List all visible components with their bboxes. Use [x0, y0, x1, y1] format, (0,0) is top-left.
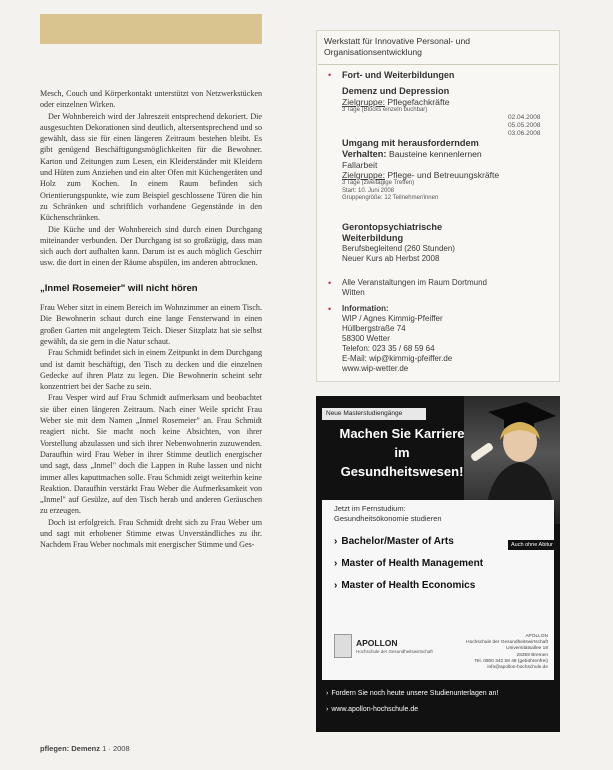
website-link[interactable]: www.wip-wetter.de: [342, 364, 409, 373]
program-item: › Master of Health Economics: [334, 580, 476, 591]
course-gerontopsychiatrie: Gerontopsychiatrische Weiterbildung Berufsbegleitend (260 Stunden) Neuer Kurs ab Herbst 2008: [342, 222, 455, 263]
ad-intro: Jetzt im Fernstudium: Gesundheitsökonomie studieren: [334, 504, 442, 523]
advertisement[interactable]: [316, 396, 560, 732]
arrow-right-icon: ›: [326, 706, 329, 713]
course-demenz-depression: Demenz und Depression Zielgruppe: Pflegefachkräfte 3 Tage (Blocks einzeln buchbar): [342, 86, 450, 113]
arrow-right-icon: ›: [326, 690, 329, 697]
page-footer: [40, 744, 130, 753]
article-paragraph: Der Wohnbereich wird der Jahreszeit entsprechend dekoriert. Die ausgesuchten Dekorationen sind deutlich, altersentsprechend und so gewählt, dass sie für einen längeren Zeitraum bestehen bleibt. Es gibt genügend Beschäftigungsmöglichkeiten für die Bewohner. Karton und Zeitungen zum Lesen, ein Kleiderständer mit Kleidern und Hüten zum Anziehen und ein alter Ofen mit Küchengeräten und Holz zum Kochen. In einem Raum befinden sich Orientierungspunkte, wie zum Beispiel geschlossene Türen die hin zu Schränken und schriftlich vorhandene Gegenstände in den Küchenschränken.: [40, 111, 262, 223]
article-paragraph: Die Küche und der Wohnbereich sind durch einen Durchgang miteinander verbunden. Der Durchgang ist so großzügig, dass man sich auch dort aufhalten kann. Darum ist es auch möglich Geschirr usw. die dort in einen der Räume abspülen, im anderen abtrocknen.: [40, 224, 262, 268]
arrow-right-icon: ›: [334, 536, 338, 547]
info-box-title: Werkstatt für Innovative Personal- und Organisationsentwicklung: [324, 36, 471, 57]
ad-cta-request[interactable]: › Fordern Sie noch heute unsere Studienunterlagen an!: [326, 690, 499, 697]
arrow-right-icon: ›: [334, 580, 338, 591]
magazine-name: pflegen: Demenz: [40, 744, 101, 753]
new-programs-badge: Neue Masterstudiengänge: [322, 408, 426, 420]
location-note: Alle Veranstaltungen im Raum Dortmund Witten: [342, 278, 487, 297]
article-paragraph: Frau Schmidt befindet sich in einem Zeitpunkt in dem Durchgang und ist damit beschäftigt, den Tisch zu decken und die einzelnen Gedecke auf ihren Platz zu legen. Die Bewohnerin scheint sehr konzentriert bei der Sache zu sein.: [40, 348, 262, 392]
no-abitur-tag: Auch ohne Abitur: [508, 540, 556, 550]
course-herausforderndes-verhalten: Umgang mit herausforderndem Verhalten: Bausteine kennenlernen Fallarbeit Zielgruppe: Pflege- und Betreuungskräfte 3 Tage (zweitägige Treffen) Start: 10. Juni 2008 Gruppengröße: 12 Teilnehmer/innen: [342, 138, 500, 201]
article-paragraph: Frau Vesper wird auf Frau Schmidt aufmerksam und beobachtet sie über einen längeren Zeitraum. Nach einer Weile spricht Frau Weber sie mit dem Namen „Inmel Rosemeier" an. Frau Schmidt reagiert nicht. Sie macht noch keine Absichten, von ihrer Vorstellung abzulassen und sich ihrer Nebenwohnerin zuzuwenden. Daraufhin wird Frau Weber in ihrer Stimme deutlich energischer und sagt, dass „Inmel" doch die Lappen in Ruhe lassen und nicht immer alles kaputtmachen solle. Frau Schmidt zeigt weiterhin keine Reaktion. Daraufhin verstärkt Frau Weber die Aufmerksamkeit von „Inmel" auf Gesülze, auf den Tisch herab und anderen Geräuschen zu erzeugen.: [40, 393, 262, 516]
article-heading: „Inmel Rosemeier" will nicht hören: [40, 282, 198, 294]
column-logo-icon: [334, 634, 352, 658]
article-paragraph: Frau Weber sitzt in einem Bereich im Wohnzimmer an einem Tisch. Die Bewohnerin schaut durch eine lange Fensterwand in einen großen Garten mit angelegtem Teich. Dieser Sitzplatz hat sie selbst gewählt, da sie gern in die Natur schaut.: [40, 303, 262, 346]
course-dates: 02.04.2008 05.05.2008 03.06.2008: [508, 114, 541, 137]
bullet-icon: •: [328, 70, 332, 80]
program-item: › Bachelor/Master of Arts: [334, 536, 454, 547]
header-color-bar: [40, 14, 262, 44]
ad-address: APOLLON Hochschule der Gesundheitswirtschaft Universitätsallee 18 28359 Bremen Tel. 0800 342 58 48 (gebührenfrei) info@apollon-hochschule.de: [466, 634, 548, 671]
bullet-icon: •: [328, 304, 332, 314]
bullet-icon: •: [328, 278, 332, 288]
ad-headline: Machen Sie Karriere im Gesundheitswesen!: [339, 426, 465, 479]
issue-number: 1 · 2008: [102, 744, 130, 753]
article-paragraph: Doch ist erfolgreich. Frau Schmidt dreht sich zu Frau Weber um und sagt mit erhobener Stimme etwas Unverständliches zu ihr. Nachdem Frau Weber nochmals mit energischer Stimme und Ges-: [40, 517, 262, 550]
apollon-logo: APOLLON Hochschule der Gesundheitswirtschaft: [334, 634, 444, 660]
program-item: › Master of Health Management: [334, 558, 484, 569]
ad-cta-website[interactable]: › www.apollon-hochschule.de: [326, 706, 419, 713]
email-link[interactable]: E-Mail: wip@kimmig-pfeiffer.de: [342, 354, 453, 363]
article-column: [40, 88, 262, 551]
section-heading: Fort- und Weiterbildungen: [342, 70, 455, 80]
arrow-right-icon: ›: [334, 558, 338, 569]
info-divider: [318, 64, 558, 65]
contact-info: Information: WIP / Agnes Kimmig-Pfeiffer Hüllbergstraße 74 58300 Wetter Telefon: 023 35 / 68 59 64 E-Mail: wip@kimmig-pfeiffer.de www.wip-wetter.de: [342, 304, 453, 373]
article-paragraph: Mesch, Couch und Körperkontakt unterstützt von Netzwerkstücken oder einzelnen Wirken.: [40, 89, 262, 110]
